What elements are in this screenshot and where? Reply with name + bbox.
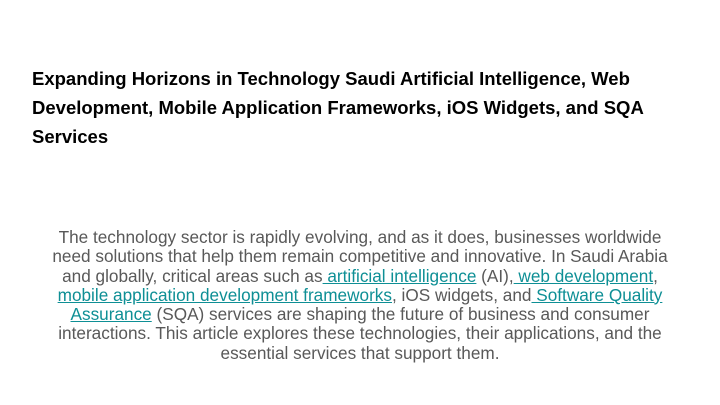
link-software-quality-assurance[interactable]: Software Quality Assurance: [70, 284, 663, 325]
slide-title: Expanding Horizons in Technology Saudi Artificial Intelligence, Web Development, Mobile Application Frameworks, iOS Widgets, and SQA Services: [32, 68, 644, 147]
body-text-1: The technology sector is rapidly evolving, and as it does, businesses worldwide need solutions that help them remain competitive and innovative. In Saudi Arabia and globally, critical areas such as: [52, 227, 668, 286]
body-paragraph: [40, 228, 680, 363]
body-text-3: ,: [653, 265, 658, 286]
link-web-development[interactable]: web development: [513, 265, 654, 286]
body-text-5: (SQA) services are shaping the future of business and consumer interactions. This article explores these technologies, their applications, and the essential services that support them.: [58, 304, 662, 363]
body-text-2: (AI),: [476, 265, 514, 286]
link-mobile-app-frameworks[interactable]: mobile application development frameworks: [57, 284, 392, 305]
link-artificial-intelligence[interactable]: artificial intelligence: [322, 265, 477, 286]
body-text-4: , iOS widgets, and: [392, 284, 532, 305]
